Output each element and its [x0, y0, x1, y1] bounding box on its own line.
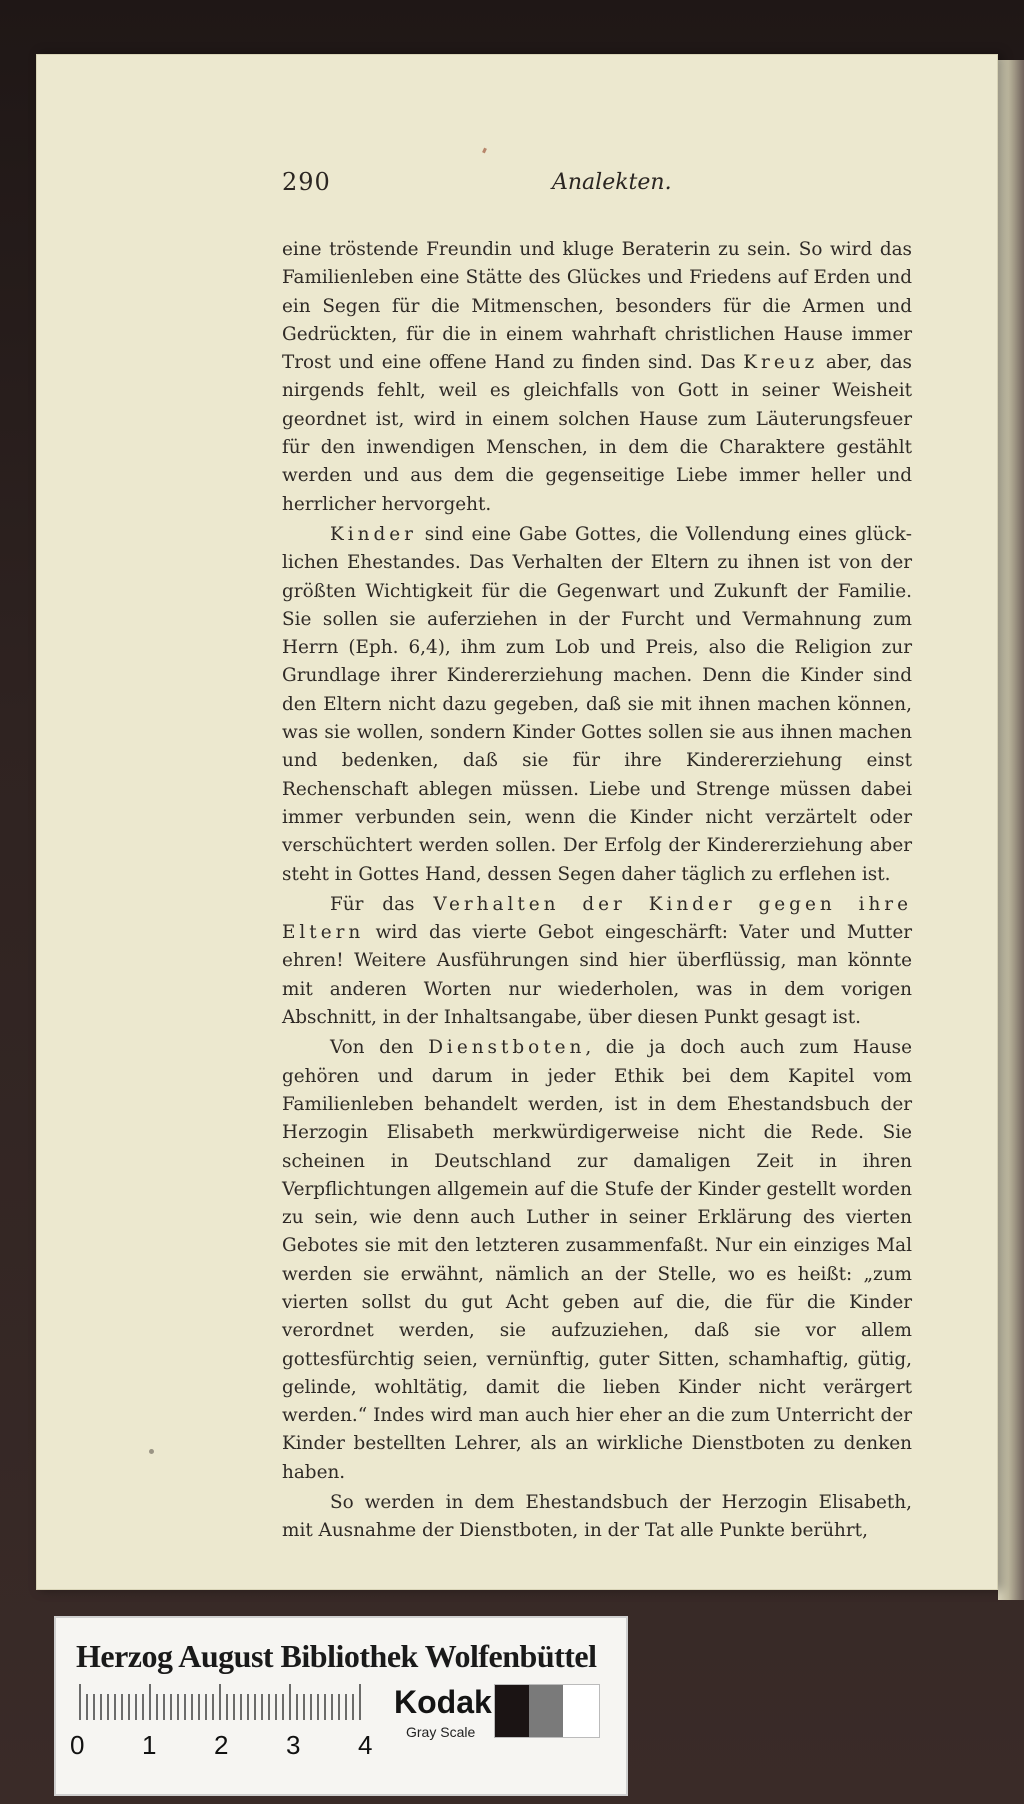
page-edge: [998, 60, 1024, 1600]
gray-patch-mid: [529, 1685, 563, 1737]
paper-speck: [149, 1449, 154, 1454]
emphasized-term: Kinder: [330, 523, 417, 545]
paragraph-text: aber, das nirgends fehlt, weil es gleichfalls von Gott in seiner Weisheit geordnet ist, wird in einem solchen Hause zum Läuterungsfeuer für den inwendigen Menschen, in dem die Charaktere gestählt werden und aus dem die gegenseitige Liebe immer heller und herrlicher hervorgeht.: [282, 352, 912, 515]
color-target-card: [54, 1616, 628, 1796]
ruler-number: 1: [142, 1730, 157, 1760]
library-name: Herzog August Bibliothek Wolfenbüttel: [76, 1638, 597, 1674]
gray-patches: [494, 1684, 600, 1738]
paragraph-text: So werden in dem Ehestandsbuch der Herzogin Elisabeth, mit Ausnahme der Dienstboten, in der Tat alle Punkte berührt,: [282, 1492, 912, 1542]
paragraph-text: , die ja doch auch zum Hause gehören und darum in jeder Ethik bei dem Kapitel vom Familienleben behandelt werden, ist in dem Ehestandsbuch der Herzogin Elisabeth merkwürdigerweise nicht die Rede. Sie scheinen in Deutschland zur damaligen Zeit in ihren Verpflichtungen allgemein auf die Stufe der Kinder gestellt worden zu sein, wie denn auch Luther in seiner Erklärung des vierten Gebotes sie mit den letzteren zusammenfaßt. Nur ein einziges Mal werden sie erwähnt, nämlich an der Stelle, wo es heißt: „zum vierten sollst du gut Acht geben auf die, die für die Kinder verordnet werden, sie aufzuziehen, daß sie vor allem gottesfürchtig seien, vernünftig, guter Sitten, schamhaftig, gütig, gelinde, wohltätig, damit die lieben Kinder nicht verärgert werden.“ Indes wird man auch hier eher an die zum Unterricht der Kinder bestellten Lehrer, als an wirkliche Dienstboten zu denken haben.: [282, 1037, 912, 1483]
paragraph-4: [282, 1034, 912, 1487]
paragraph-text: eine tröstende Freundin und kluge Beraterin zu sein. So wird das Familienleben eine Stätte des Glückes und Friedens auf Erden und ein Segen für die Mitmenschen, besonders für die Armen und Gedrückten, für die in einem wahrhaft christlichen Hause immer Trost und eine offene Hand zu finden sind. Das: [282, 239, 912, 374]
paragraph-text: Für das: [330, 893, 415, 915]
paragraph-text: wird das vierte Gebot eingeschärft: Vater und Mutter ehren! Weitere Ausführungen sind hier überflüssig, man könnte mit anderen Worten nur wiederholen, was in dem vorigen Abschnitt, in der Inhaltsangabe, über diesen Punkt gesagt ist.: [282, 922, 912, 1029]
page-number: 290: [282, 168, 331, 196]
ruler-number: 0: [70, 1730, 85, 1760]
ruler-number: 2: [214, 1730, 229, 1760]
ruler-number: 3: [286, 1730, 301, 1760]
kodak-logo: Kodak: [394, 1684, 492, 1720]
paragraph-text: sind eine Gabe Gottes, die Vollendung eines glücklichen Ehestandes. Das Verhalten der Eltern zu ihnen ist von der größten Wichtigkeit für die Gegenwart und Zukunft der Familie. Sie sollen sie auferziehen in der Furcht und Vermahnung zum Herrn (Eph. 6,4), ihm zum Lob und Preis, also die Religion zur Grundlage ihrer Kindererziehung machen. Denn die Kinder sind den Eltern nicht dazu gegeben, daß sie mit ihnen machen können, was sie wollen, sondern Kinder Gottes sollen sie aus ihnen machen und bedenken, daß sie für ihre Kindererziehung einst Rechenschaft ablegen müssen. Liebe und Strenge müssen dabei immer verbunden sein, wenn die Kinder nicht verzärtelt oder verschüchtert werden sollen. Der Erfolg der Kindererziehung aber steht in Gottes Hand, dessen Segen daher täglich zu erflehen ist.: [282, 523, 912, 885]
emphasized-term: Verhalten der Kinder gegen ihre Eltern: [282, 893, 912, 944]
paragraph-5: [282, 1489, 912, 1546]
gray-scale-label: Gray Scale: [406, 1724, 476, 1740]
running-title: Analekten.: [552, 170, 672, 195]
ruler-number: 4: [358, 1730, 373, 1760]
ruler-scale: [78, 1682, 368, 1722]
gray-patch-white: [563, 1685, 599, 1737]
paragraph-1: [282, 236, 912, 519]
paragraph-3: [282, 891, 912, 1032]
gray-patch-black: [495, 1685, 529, 1737]
paragraph-text: Von den: [330, 1037, 414, 1059]
emphasized-term: Dienstboten: [428, 1037, 586, 1059]
body-text: [282, 236, 912, 1548]
ruler-numbers: [70, 1730, 400, 1764]
paragraph-2: [282, 521, 912, 889]
emphasized-term: Kreuz: [743, 352, 819, 374]
page-header: [282, 168, 922, 204]
